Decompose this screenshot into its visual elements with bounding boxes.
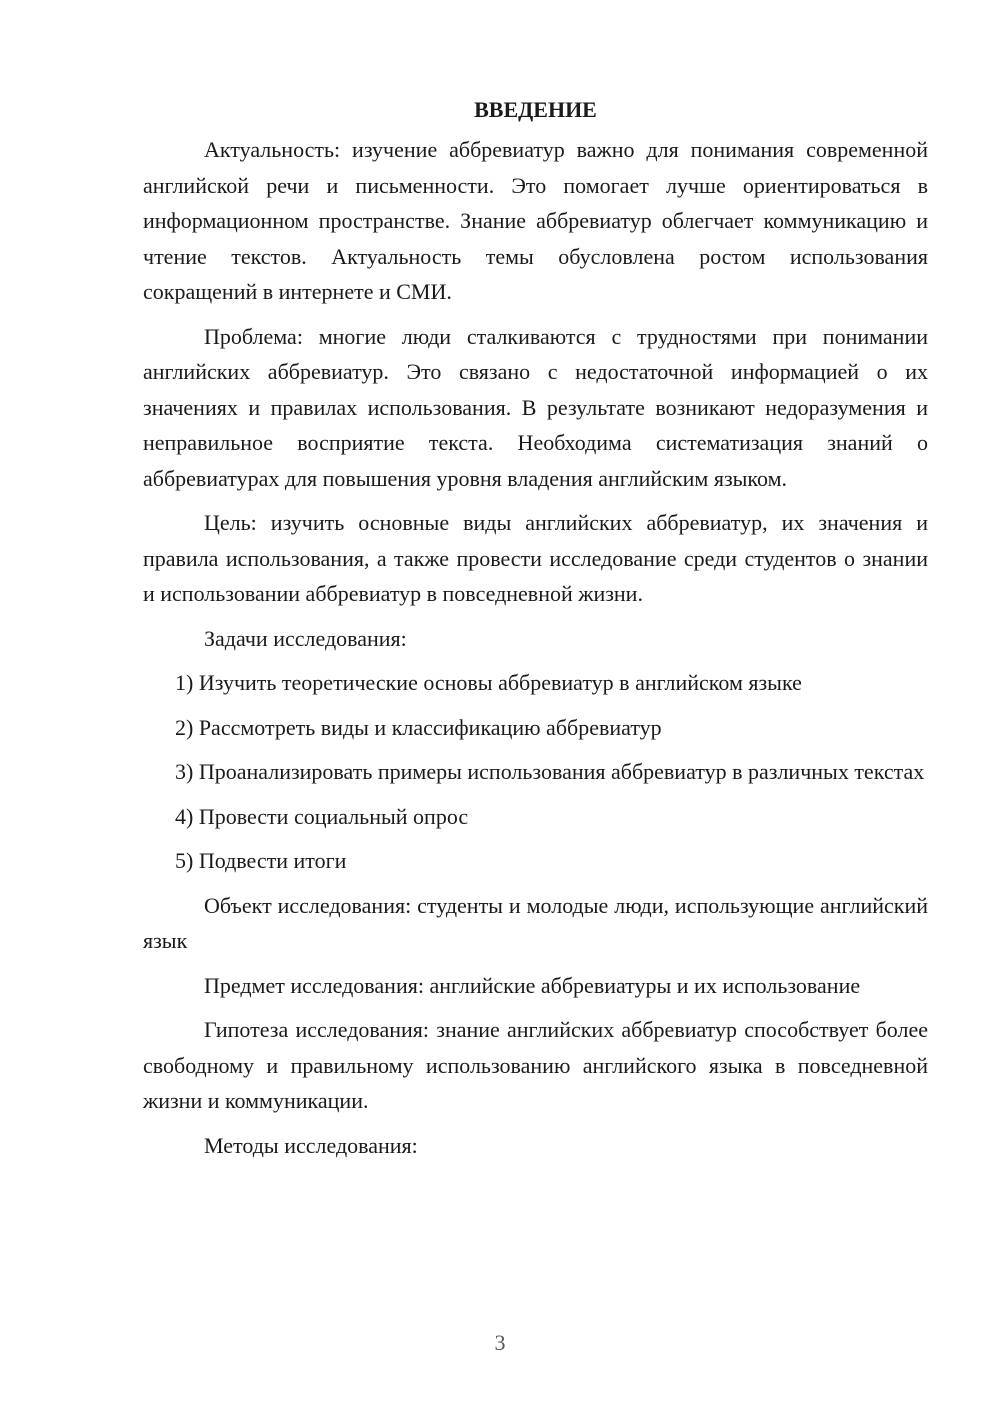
- page-title: ВВЕДЕНИЕ: [474, 97, 597, 122]
- paragraph-object: Объект исследования: студенты и молодые люди, использующие английский язык: [143, 892, 928, 953]
- list-item-task-2: 2) Рассмотреть виды и классификацию аббревиатур: [175, 714, 662, 740]
- list-item-task-3: 3) Проанализировать примеры использования аббревиатур в различных текстах: [175, 759, 925, 784]
- document-page: [143, 92, 928, 1172]
- paragraph-tasks-heading: Задачи исследования:: [204, 625, 407, 651]
- paragraph-problem: Проблема: многие люди сталкиваются с трудностями при понимании английских аббревиатур. Это связано с недостаточной информацией о их значениях и правилах использования. В результате возникают недоразумения и неправильное восприятие текста. Необходима систематизация знаний о аббревиатурах для повышения уровня владения английским языком.: [143, 323, 928, 491]
- page-number: 3: [494, 1330, 506, 1355]
- list-item-task-5: 5) Подвести итоги: [175, 848, 347, 873]
- paragraph-goal: Цель: изучить основные виды английских аббревиатур, их значения и правила использования, а также провести исследование среди студентов о знании и использовании аббревиатур в повседневной жизни.: [143, 510, 928, 606]
- paragraph-subject: Предмет исследования: английские аббревиатуры и их использование: [204, 972, 861, 998]
- list-item-task-1: 1) Изучить теоретические основы аббревиатур в английском языке: [175, 670, 802, 695]
- paragraph-methods: Методы исследования:: [204, 1132, 418, 1158]
- paragraph-hypothesis: Гипотеза исследования: знание английских аббревиатур способствует более свободному и правильному использованию английского языка в повседневной жизни и коммуникации.: [143, 1017, 928, 1113]
- list-item-task-4: 4) Провести социальный опрос: [175, 803, 469, 829]
- paragraph-relevance: Актуальность: изучение аббревиатур важно для понимания современной английской речи и письменности. Это помогает лучше ориентироваться в информационном пространстве. Знание аббревиатур облегчает коммуникацию и чтение текстов. Актуальность темы обусловлена ростом использования сокращений в интернете и СМИ.: [143, 137, 928, 304]
